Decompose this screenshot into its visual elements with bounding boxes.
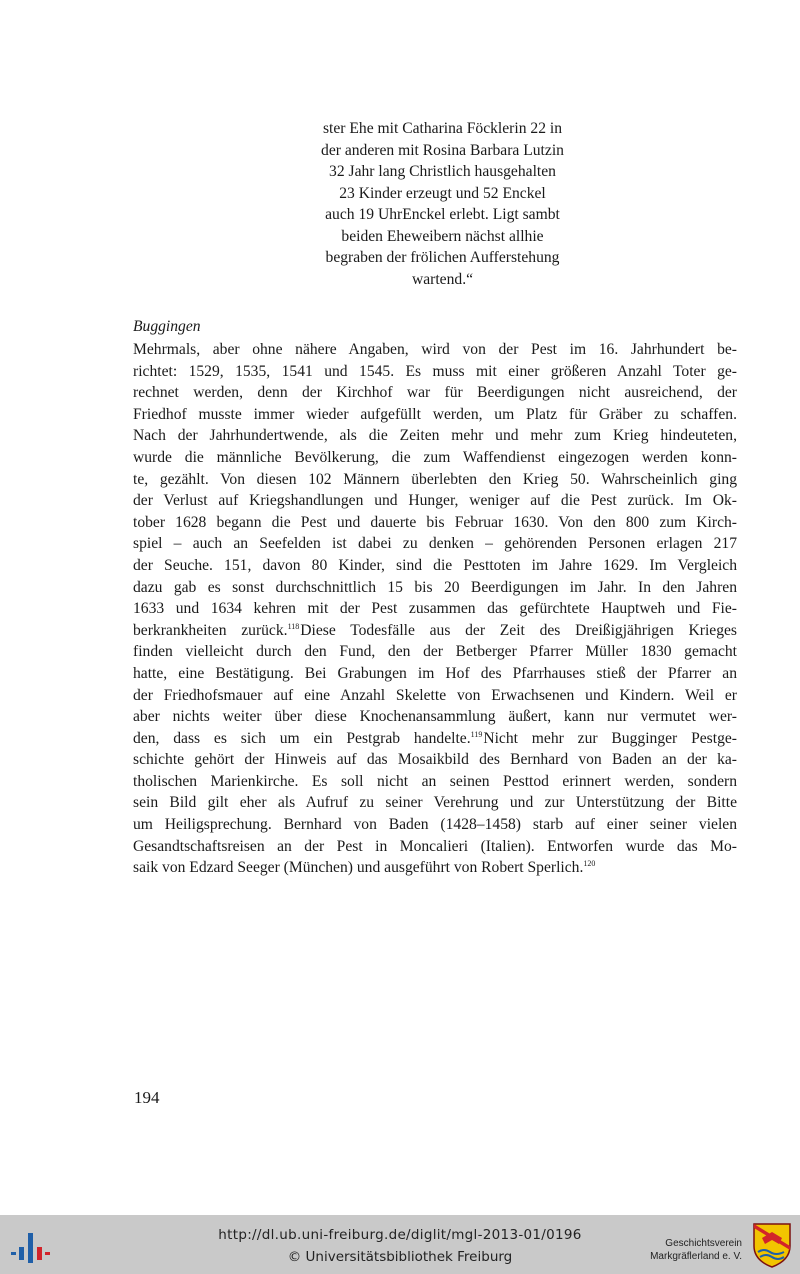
text-line: tober 1628 begann die Pest und dauerte bis Februar 1630. Von den 800 zum Kirch- (133, 513, 737, 531)
society-crest-icon (752, 1222, 792, 1268)
text-line: tholischen Marienkirche. Es soll nicht an seinen Pesttod erinnert werden, sondern (133, 772, 737, 790)
text-line: schichte gehört der Hinweis auf das Mosaikbild des Bernhard von Baden an der ka- (133, 751, 737, 769)
footnote-ref[interactable]: 119 (470, 729, 483, 739)
text-line: hatte, eine Bestätigung. Bei Grabungen im Hof des Pfarrhauses stieß der Pfarrer an (133, 664, 737, 682)
text-line: Friedhof musste immer wieder aufgefüllt werden, um Platz für Gräber zu schaffen. (133, 405, 737, 423)
body-paragraph (133, 339, 737, 879)
text-line: 1633 und 1634 kehren mit der Pest zusammen das gefürchtete Hauptweh und Fie- (133, 600, 737, 618)
society-name: Geschichtsverein Markgräflerland e. V. (650, 1238, 742, 1262)
quote-line: auch 19 UhrEnckel erlebt. Ligt sambt (325, 206, 560, 223)
footnote-ref[interactable]: 118 (287, 621, 300, 631)
text-line: aber nichts weiter über diese Knochenansammlung äußert, kann nur vermutet wer- (133, 708, 737, 726)
text-line: finden vielleicht durch den Fund, den der Betberger Pfarrer Müller 1830 gemacht (133, 643, 737, 661)
text-line: dazu gab es sonst durchschnittlich 15 bis 20 Beerdigungen im Jahr. In den Jahren (133, 578, 737, 596)
text-line: der Friedhofsmauer auf eine Anzahl Skelette von Erwachsenen und Kindern. Weil er (133, 686, 737, 704)
epitaph-quote (280, 118, 605, 290)
text-line: berkrankheiten zurück.$^{118}$Diese Todesfälle aus der Zeit des Dreißigjährigen Krieges (133, 621, 737, 639)
quote-line: der anderen mit Rosina Barbara Lutzin (321, 141, 564, 159)
copyright-text: © Universitätsbibliothek Freiburg (287, 1249, 513, 1265)
quote-line: beiden Eheweibern nächst allhie (341, 227, 544, 245)
text-line: sein Bild gilt eher als Aufruf zu seiner Verehrung und zur Unterstützung der Bitte (133, 794, 737, 812)
document-url-link[interactable]: http://dl.ub.uni-freiburg.de/diglit/mgl-2013-01/0196 (218, 1227, 582, 1243)
quote-line: wartend.“ (411, 270, 474, 288)
text-line: te, gezählt. Von diesen 102 Männern überlebten den Krieg 50. Wahrscheinlich ging (133, 470, 737, 488)
text-line: spiel – auch an Seefelden ist dabei zu denken – gehörenden Personen erlagen 217 (133, 535, 737, 553)
text-line: wurde die männliche Bevölkerung, die zum Waffendienst eingezogen werden konn- (133, 448, 737, 466)
page-number: 194 (134, 1088, 160, 1107)
quote-line: 32 Jahr lang Christlich hausgehalten (329, 163, 556, 180)
viewer-footer-bar (0, 1215, 800, 1274)
text-line: richtet: 1529, 1535, 1541 und 1545. Es muss mit einer größeren Anzahl Toter ge- (133, 362, 737, 380)
quote-line: 23 Kinder erzeugt und 52 Enckel (339, 184, 546, 202)
text-line: Nach der Jahrhundertwende, als die Zeiten mehr und mehr zum Krieg hindeuteten, (133, 427, 737, 445)
section-heading: Buggingen (133, 318, 201, 335)
text-line: Mehrmals, aber ohne nähere Angaben, wird von der Pest im 16. Jahrhundert be- (133, 341, 737, 358)
text-line: Gesandtschaftsreisen an der Pest in Moncalieri (Italien). Entworfen wurde das Mo- (133, 837, 737, 855)
text-line: saik von Edzard Seeger (München) und ausgeführt von Robert Sperlich.$^{120}$ (133, 859, 596, 877)
text-line: der Seuche. 151, davon 80 Kinder, sind die Pesttoten im Jahre 1629. Im Vergleich (133, 556, 737, 574)
text-line: um Heiligsprechung. Bernhard von Baden (1428–1458) starb auf einer seiner vielen (133, 816, 737, 834)
text-line: rechnet werden, denn der Kirchhof war für Beerdigungen nicht ausreichend, der (133, 384, 737, 402)
quote-line: begraben der frölichen Aufferstehung (325, 249, 560, 266)
text-line: den, dass es sich um ein Pestgrab handelte.$^{119}$Nicht mehr zur Bugginger Pestge- (133, 729, 737, 747)
footnote-ref[interactable]: 120 (583, 859, 596, 869)
text-line: der Verlust auf Kriegshandlungen und Hunger, weniger auf die Pest zurück. Im Ok- (133, 492, 737, 510)
quote-line: ster Ehe mit Catharina Föcklerin 22 in (322, 120, 563, 137)
